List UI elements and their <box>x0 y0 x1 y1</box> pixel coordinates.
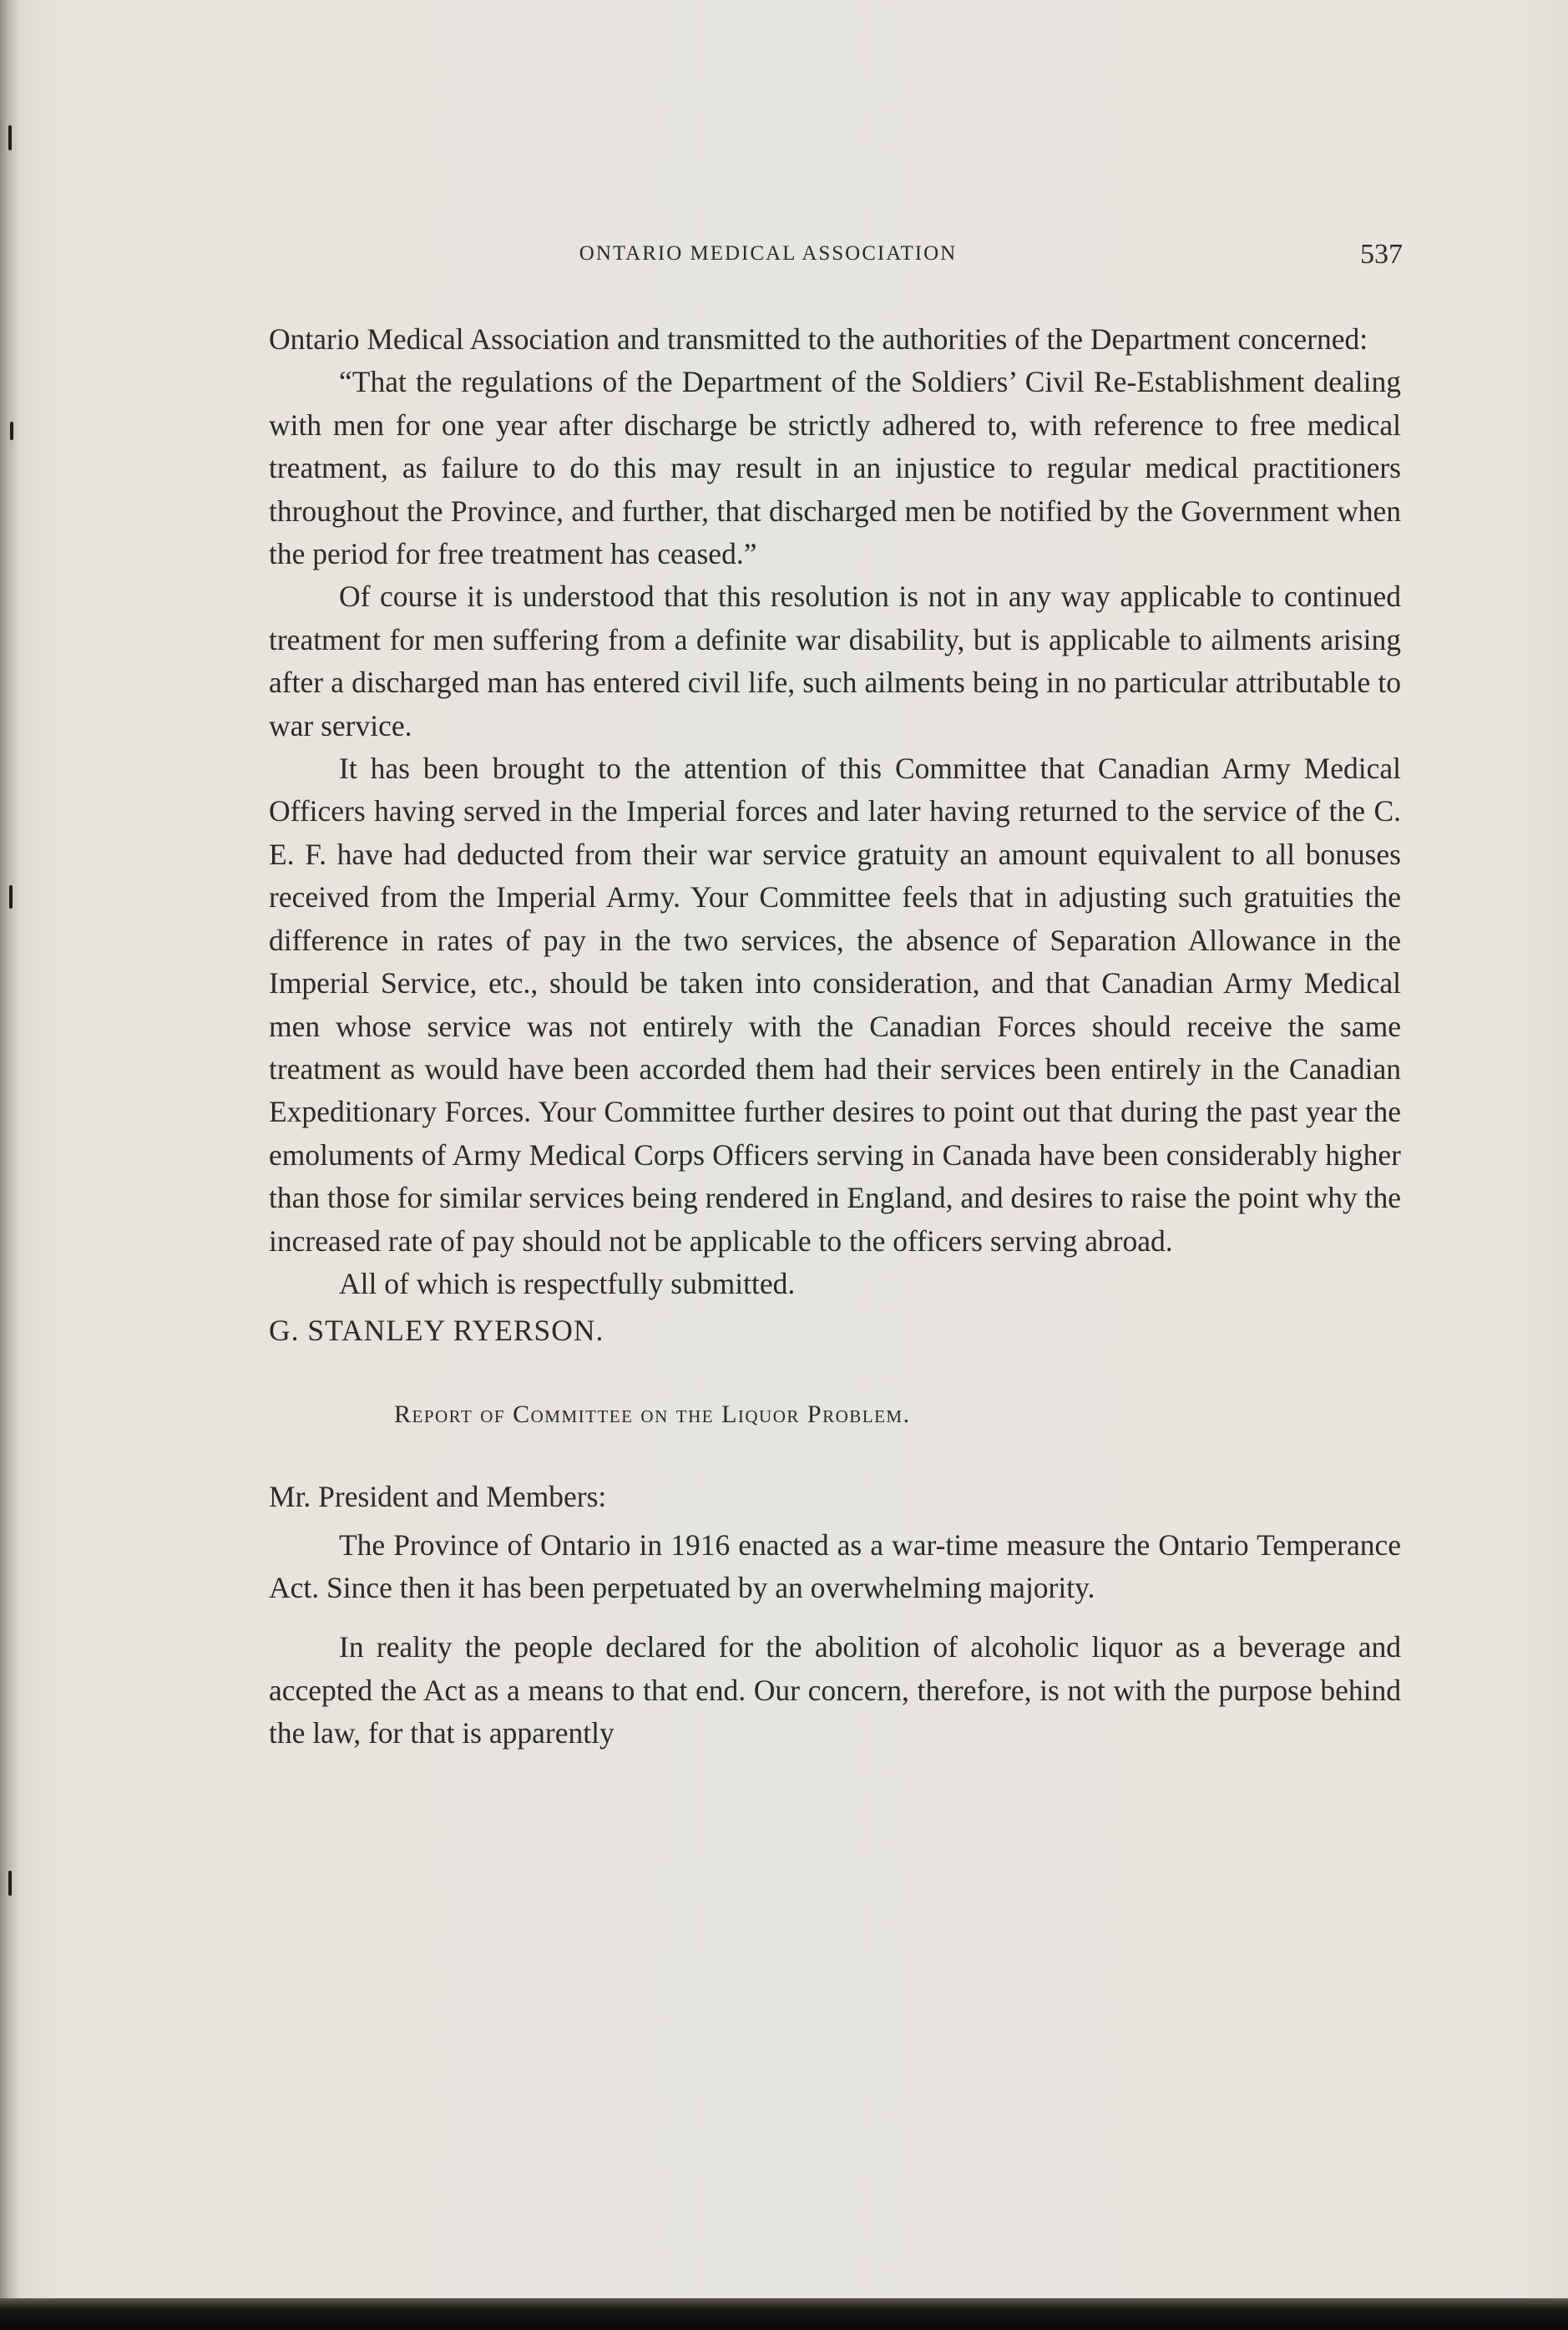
body-text <box>269 318 1401 1755</box>
running-title: ONTARIO MEDICAL ASSOCIATION <box>579 242 958 265</box>
page-number: 537 <box>1360 239 1403 270</box>
closing-line: All of which is respectfully submitted. <box>339 1266 796 1300</box>
paragraph: Ontario Medical Association and transmitted to the authorities of the Department concerned: <box>269 322 1368 356</box>
section-heading: Report of Committee on the Liquor Problem. <box>394 1400 911 1428</box>
binding-gutter-shadow <box>0 0 18 2330</box>
running-head <box>267 239 1403 272</box>
gutter-mark <box>10 422 13 440</box>
page-bottom-edge <box>0 2298 1568 2330</box>
signature: G. STANLEY RYERSON. <box>269 1314 604 1348</box>
gutter-mark <box>8 125 12 150</box>
salutation: Mr. President and Members: <box>269 1480 607 1514</box>
paragraph: In reality the people declared for the abolition of alcoholic liquor as a beverage and accepted the Act as a means to that end. Our concern, therefore, is not with the purpose behind the law, for that is apparently <box>269 1630 1401 1750</box>
paragraph: The Province of Ontario in 1916 enacted as a war-time measure the Ontario Temperance Act. Since then it has been perpetuated by an overwhelming majority. <box>269 1527 1401 1604</box>
resolution-quote: “That the regulations of the Department of the Soldiers’ Civil Re-Establishment dealing with men for one year after discharge be strictly adhered to, with reference to free medical treatment, as failure to do this may result in an injustice to regular medical practitioners throughout the Province, and further, that discharged men be notified by the Government when the period for free treatment has ceased.” <box>269 365 1401 571</box>
paragraph: Of course it is understood that this resolution is not in any way applicable to continued treatment for men suffering from a definite war disability, but is applicable to ailments arising after a discharged man has entered civil life, such ailments being in no particular attributable to war service. <box>269 580 1401 742</box>
gutter-mark <box>9 885 13 909</box>
paragraph: It has been brought to the attention of this Committee that Canadian Army Medical Officers having served in the Imperial forces and later having returned to the service of the C. E. F. have had deducted from their war service gratuity an amount equivalent to all bonuses received from the Imperial Army. Your Committee feels that in adjusting such gratuities the difference in rates of pay in the two services, the absence of Separation Allowance in the Imperial Service, etc., should be taken into consideration, and that Canadian Army Medical men whose service was not entirely with the Canadian Forces should receive the same treatment as would have been accorded them had their services been entirely in the Canadian Expeditionary Forces. Your Committee further desires to point out that during the past year the emoluments of Army Medical Corps Officers serving in Canada have been considerably higher than those for similar services being rendered in England, and desires to raise the point why the increased rate of pay should not be applicable to the officers serving abroad. <box>269 752 1401 1258</box>
gutter-mark <box>8 1871 12 1896</box>
